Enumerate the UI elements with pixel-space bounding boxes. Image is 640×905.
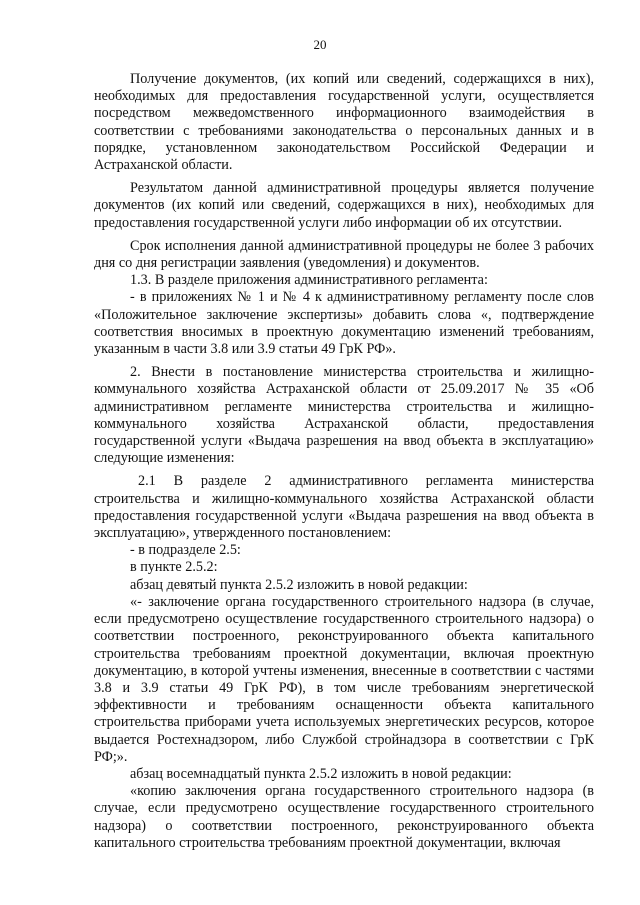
paragraph-documents-receipt: Получение документов, (их копий или сведений, содержащихся в них), необходимых для предоставления государственной услуги, осуществляется посредством межведомственного информационного взаимодействия в соответствии с требованиями законодательства о персональных данных и в порядке, установленном законодательством Российской Федерации и Астраханской области. — [94, 71, 594, 174]
paragraph-point-2-5-2: в пункте 2.5.2: — [130, 559, 218, 576]
page-number: 20 — [313, 37, 327, 52]
paragraph-procedure-result: Результатом данной административной процедуры является получение документов (их копий или сведений, содержащихся в них), необходимых для предоставления государственной услуги либо информации об их отсутствии. — [94, 180, 594, 231]
paragraph-appendix-change: - в приложениях № 1 и № 4 к административному регламенту после слов «Положительное заключение экспертизы» добавить слова «, подтверждение соответствия вносимых в проектную документацию изменений требованиям, указанным в части 3.8 или 3.9 статьи 49 ГрК РФ». — [94, 289, 594, 358]
paragraph-procedure-term: Срок исполнения данной административной процедуры не более 3 рабочих дня со дня регистрации заявления (уведомления) и документов. — [94, 237, 594, 272]
paragraph-eighteenth-abzac-text: «копию заключения органа государственного строительного надзора (в случае, если предусмотрено осуществление государственного строительного надзора) о соответствии построенного, реконструированного объекта капитального строительства требованиям проектной документации, включая — [94, 783, 594, 851]
paragraph-eighteenth-abzac: абзац восемнадцатый пункта 2.5.2 изложить в новой редакции: — [130, 765, 512, 782]
paragraph-subsection-2-5: - в подразделе 2.5: — [130, 542, 241, 559]
paragraph-item-2-1: 2.1 В разделе 2 административного регламента министерства строительства и жилищно-коммунального хозяйства Астраханской области предоставления государственной услуги «Выдача разрешения на ввод объекта в эксплуатацию», утвержденного постановлением: — [94, 473, 594, 542]
paragraph-ninth-abzac-text: «- заключение органа государственного строительного надзора (в случае, если предусмотрено осуществление государственного строительного надзора) о соответствии построенного, реконструированного объекта капитального строительства требованиям проектной документации, включая проектную документацию, в которой учтены изменения, внесенные в соответствии с частями 3.8 и 3.9 статьи 49 ГрК РФ), в том числе требованиям энергетической эффективности и требованиям оснащенности объекта капитального строительства приборами учета используемых энергетических ресурсов, которое выдается Ростехнадзором, либо Службой стройнадзора в соответствии с ГрК РФ;». — [94, 593, 594, 765]
paragraph-item-2: 2. Внести в постановление министерства строительства и жилищно-коммунального хозяйства Астраханской области от 25.09.2017 № 35 «Об административном регламенте министерства строительства и жилищно-коммунального хозяйства Астраханской области, предоставления государственной услуги «Выдача разрешения на ввод объекта в эксплуатацию» следующие изменения: — [94, 364, 594, 467]
paragraph-ninth-abzac: абзац девятый пункта 2.5.2 изложить в новой редакции: — [130, 576, 468, 593]
paragraph-section-1-3: 1.3. В разделе приложения административного регламента: — [130, 272, 488, 289]
document-body — [94, 71, 594, 852]
